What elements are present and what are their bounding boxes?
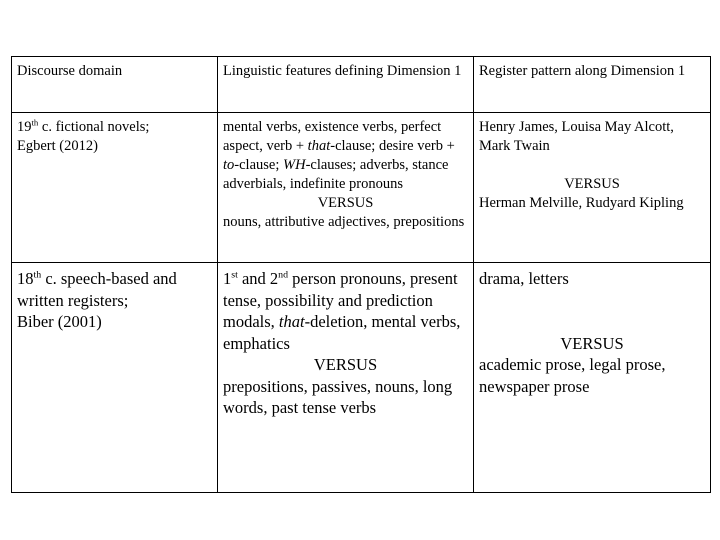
table-row [12,113,711,263]
header-row [12,57,711,113]
row2-features-first-sup: st [231,269,238,281]
table-row [12,263,711,493]
row1-features-that: that [307,138,331,154]
row1-domain-citation: Egbert (2012) [17,138,98,154]
row2-features-first: 1 [223,269,232,288]
row2-features-after: prepositions, passives, nouns, long words, past tense verbs [223,376,453,417]
row1-domain-text: c. fictional novels; [38,119,150,135]
row1-pattern-spacer [479,156,705,175]
row2-pattern-after: academic prose, legal prose, newspaper prose [479,355,666,396]
header-pattern-text: Register pattern along Dimension 1 [479,63,686,79]
row1-domain-sup: th [31,117,39,128]
row1-domain-century: 19 [17,119,32,135]
row1-features-a: mental verbs, existence verbs, perfect aspect, verb + [223,119,442,154]
row2-domain-cell [12,263,218,493]
row1-pattern-versus: VERSUS [564,176,620,192]
row2-domain-text: c. speech-based and written registers; [17,269,177,310]
row2-features-second-sup: nd [278,269,289,281]
row1-features-c: -clause; desire verb + [330,138,455,154]
row2-pattern-spacer [479,311,705,333]
row2-features-cell [218,263,474,493]
row2-domain-citation: Biber (2001) [17,312,102,331]
row2-features-second: and 2 [237,269,279,288]
row1-features-e: -clause; [234,157,283,173]
row2-pattern-versus: VERSUS [560,333,624,353]
row2-pattern-before: drama, letters [479,269,569,288]
header-domain-text: Discourse domain [17,63,123,79]
header-features-text: Linguistic features defining Dimension 1 [223,63,462,79]
header-register-pattern [474,57,711,113]
row1-features-wh: WH [283,157,306,173]
row1-features-after: nouns, attributive adjectives, prepositions [223,214,465,230]
row2-features-rest: -deletion, mental verbs, emphatics [223,312,461,353]
row1-features-g: -clauses; adverbs, stance adverbials, indefinite pronouns [223,157,449,192]
row1-features-to: to [223,157,235,173]
row1-features-versus: VERSUS [317,195,374,211]
row2-features-versus: VERSUS [313,355,378,374]
register-table [11,56,711,493]
row1-domain-cell [12,113,218,263]
row2-domain-century: 18 [17,269,34,288]
row1-pattern-before: Henry James, Louisa May Alcott, Mark Twain [479,119,674,154]
header-linguistic-features [218,57,474,113]
header-discourse-domain [12,57,218,113]
row2-pattern-spacer [479,290,705,312]
row2-domain-sup: th [33,269,42,281]
row2-features-that: that [278,312,305,331]
row2-features-text: person pronouns, present tense, possibility and prediction modals, [223,269,458,331]
row1-pattern-cell [474,113,711,263]
row2-pattern-cell [474,263,711,493]
row1-pattern-after: Herman Melville, Rudyard Kipling [479,195,684,211]
row1-features-cell [218,113,474,263]
